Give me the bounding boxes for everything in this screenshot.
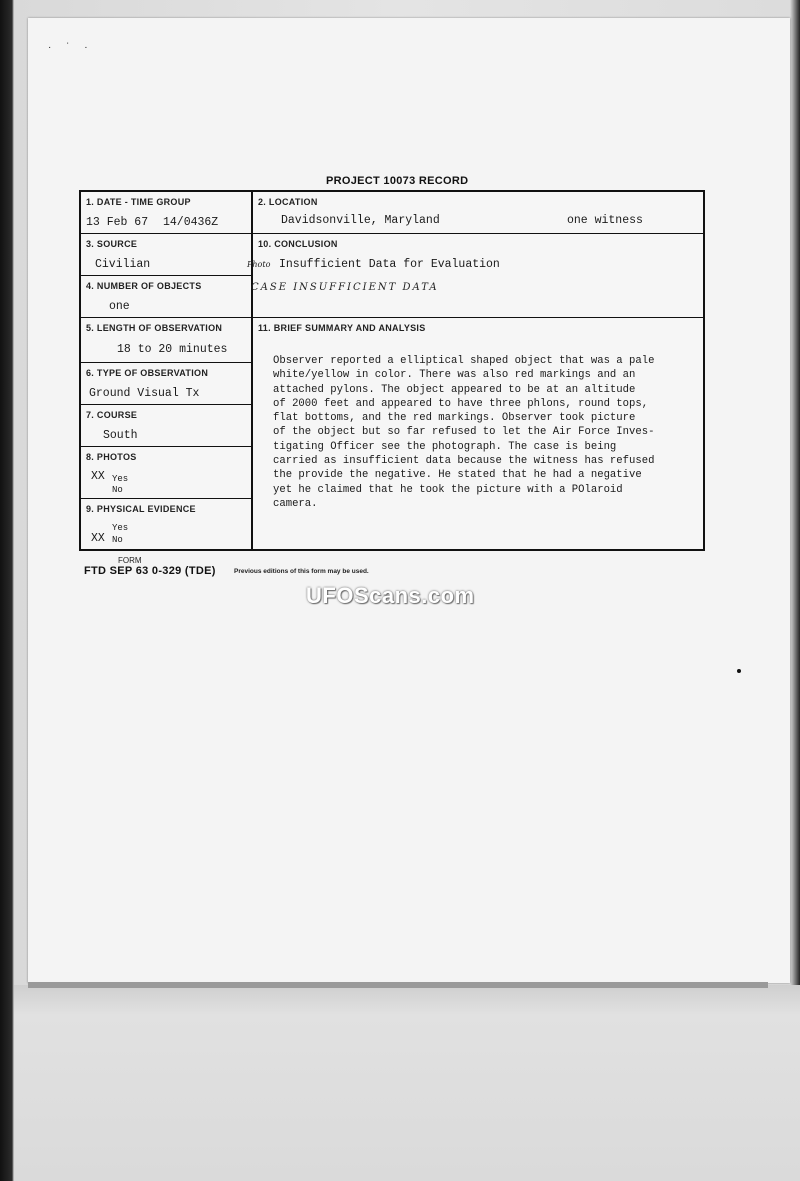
- summary-line: camera.: [273, 497, 318, 510]
- watermark: UFOScans.com: [306, 583, 475, 608]
- summary-line: flat bottoms, and the red markings. Observer took picture: [273, 412, 636, 425]
- course-label: 7. COURSE: [86, 410, 138, 420]
- summary-line: Observer reported a elliptical shaped object that was a pale: [273, 355, 655, 367]
- type-of-observation-cell: [81, 363, 251, 405]
- form-title: PROJECT 10073 RECORD: [326, 175, 469, 187]
- date-time-cell: [81, 192, 251, 234]
- date-time-label: 1. DATE - TIME GROUP: [86, 197, 191, 207]
- footer-form-id: FTD SEP 63 0-329 (TDE): [84, 565, 216, 577]
- physical-evidence-no-label: No: [112, 535, 123, 545]
- date-value: 13 Feb 67: [86, 216, 149, 229]
- summary-line: tigating Officer see the photograph. The case is being: [273, 440, 617, 453]
- location-cell: [253, 192, 703, 234]
- footer-note: Previous editions of this form may be used.: [234, 568, 369, 575]
- summary-line: of 2000 feet and appeared to have three phlons, round tops,: [273, 397, 649, 410]
- physical-evidence-no-mark: XX: [91, 532, 105, 545]
- summary-cell: [253, 318, 703, 549]
- summary-line: attached pylons. The object appeared to be at an altitude: [273, 383, 636, 396]
- summary-line: carried as insufficient data because the witness has refused: [273, 455, 655, 468]
- location-label: 2. LOCATION: [258, 197, 318, 207]
- type-of-observation-label: 6. TYPE OF OBSERVATION: [86, 368, 209, 378]
- length-of-observation-cell: [81, 318, 251, 363]
- scan-speck-dot: [737, 669, 741, 673]
- summary-line: of the object but so far refused to let the Air Force Inves-: [273, 426, 655, 439]
- summary-line: yet he claimed that he took the picture with a POlaroid: [273, 483, 623, 496]
- conclusion-cell: [247, 234, 703, 318]
- number-of-objects-cell: [81, 276, 251, 318]
- photos-no-label: No: [112, 485, 123, 495]
- length-of-observation-label: 5. LENGTH OF OBSERVATION: [86, 323, 223, 333]
- scan-specks: · ˈ ·: [48, 42, 94, 53]
- type-of-observation-value: Ground Visual Tx: [89, 387, 200, 400]
- course-cell: [81, 405, 251, 447]
- location-value: Davidsonville, Maryland: [281, 214, 440, 227]
- footer-form-word: FORM: [118, 556, 142, 565]
- source-value: Civilian: [95, 258, 151, 271]
- physical-evidence-cell: [81, 499, 251, 549]
- conclusion-handwritten: CASE INSUFFICIENT DATA: [251, 282, 439, 293]
- record-form: [79, 190, 705, 551]
- conclusion-mark: Photo: [247, 260, 271, 269]
- summary-line: the provide the negative. He stated that he had a negative: [273, 469, 642, 482]
- time-value: 14/0436Z: [163, 216, 219, 229]
- photos-yes-mark: XX: [91, 470, 105, 483]
- summary-text: [273, 354, 701, 511]
- source-cell: [81, 234, 251, 276]
- number-of-objects-value: one: [109, 300, 130, 313]
- underlying-sheet: [14, 985, 800, 1181]
- conclusion-label: 10. CONCLUSION: [258, 239, 338, 249]
- course-value: South: [103, 429, 138, 442]
- summary-line: white/yellow in color. There was also red markings and an: [273, 369, 636, 382]
- length-of-observation-value: 18 to 20 minutes: [117, 343, 228, 356]
- source-label: 3. SOURCE: [86, 239, 138, 249]
- location-note: one witness: [567, 214, 643, 227]
- conclusion-value: Insufficient Data for Evaluation: [279, 258, 500, 271]
- left-column: [81, 192, 253, 549]
- right-column: [247, 192, 703, 549]
- physical-evidence-label: 9. PHYSICAL EVIDENCE: [86, 504, 196, 514]
- summary-label: 11. BRIEF SUMMARY AND ANALYSIS: [258, 323, 426, 333]
- page-edge-shadow: [28, 982, 768, 988]
- number-of-objects-label: 4. NUMBER OF OBJECTS: [86, 281, 202, 291]
- photos-yes-label: Yes: [112, 474, 129, 484]
- physical-evidence-yes-label: Yes: [112, 523, 129, 533]
- photos-label: 8. PHOTOS: [86, 452, 137, 462]
- photos-cell: [81, 447, 251, 499]
